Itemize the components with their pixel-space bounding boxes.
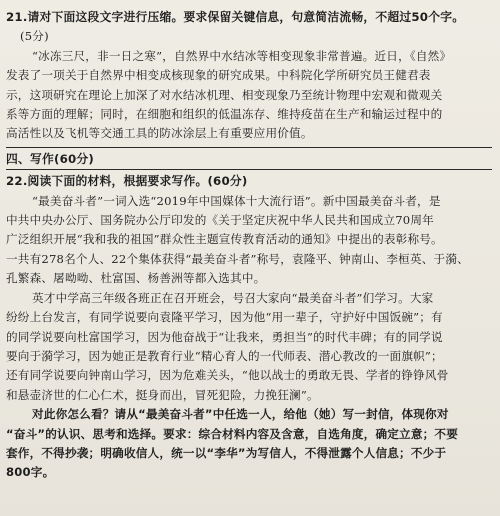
q22-para3-line: “奋斗”的认识、思考和选择。要求：综合材料内容及含意，自选角度，确定立意；不要 (6, 426, 459, 441)
q22-para1-line: 一共有278名个人、22个集体获得“最美奋斗者”称号，袁隆平、钟南山、李桓英、于漪、 (6, 251, 469, 266)
q22-para1-line: 孔繁森、屠呦呦、杜富国、杨善洲等都入选其中。 (6, 271, 266, 286)
section4-title: 四、写作(60分) (6, 151, 94, 166)
q22-title: 22.阅读下面的材料，根据要求写作。(60分) (6, 174, 248, 189)
q22-para2-line: 纷纷上台发言，有同学说要向袁隆平学习，因为他“用一辈子，守护好中国饭碗”；有 (6, 310, 443, 325)
q22-para3-line: 对此你怎么看？请从“最美奋斗者”中任选一人，给他（她）写一封信，体现你对 (32, 407, 449, 422)
q21-passage-line: 发表了一项关于自然界中相变成核现象的研究成果。中科院化学所研究员王健君表 (6, 68, 431, 83)
q21-score: (5分) (20, 29, 49, 44)
q22-para1-line: 广泛组织开展“我和我的祖国”群众性主题宣传教育活动的通知》中提出的表彰称号。 (6, 232, 443, 247)
q22-para1-line: 中共中央办公厅、国务院办公厅印发的《关于坚定庆祝中华人民共和国成立70周年 (6, 213, 434, 228)
section-divider (6, 169, 492, 170)
q22-paragraph-1 (6, 192, 492, 289)
q22-para2-line: 还有同学说要向钟南山学习，因为危难关头，“他以战士的勇敢无畏、学者的铮铮风骨 (6, 368, 449, 383)
q22-para2-line: 英才中学高三年级各班正在召开班会，号召大家向“最美奋斗者”们学习。大家 (32, 290, 434, 305)
section-divider (6, 147, 492, 148)
q22-para3-line: 套作，不得抄袭；明确收信人，统一以“李华”为写信人，不得泄露个人信息；不少于 (6, 445, 447, 460)
q22-para3-line: 800字。 (6, 465, 55, 480)
q21-passage (6, 47, 492, 144)
q22-para1-line: “最美奋斗者”一词入选“2019年中国媒体十大流行语”。新中国最美奋斗者，是 (32, 193, 441, 208)
q21-passage-line: 示，这项研究在理论上加深了对水结冰机理、相变现象乃至统计物理中宏观和微观关 (6, 87, 443, 102)
q22-para2-line: 要向于漪学习，因为她正是教育行业“精心育人的一代师表、潜心教改的一面旗帜”； (6, 348, 443, 363)
q22-paragraph-3 (6, 405, 492, 483)
q22-paragraph-2 (6, 289, 492, 405)
q21-passage-line: 系等方面的理解；同时，在细胞和组织的低温冻存、维持疫苗在生产和输运过程中的 (6, 107, 443, 122)
q21-title: 21.请对下面这段文字进行压缩。要求保留关键信息，句意简洁流畅，不超过50个字。 (6, 10, 465, 24)
q21-passage-line: 高活性以及飞机等交通工具的防冰涂层上有重要应用价值。 (6, 126, 313, 141)
q21-passage-line: “冰冻三尺，非一日之寒”，自然界中水结冰等相变现象非常普遍。近日，《自然》 (32, 48, 452, 63)
q22-para2-line: 和悬壶济世的仁心仁术，挺身而出，冒死犯险，力挽狂澜”。 (6, 387, 319, 402)
q22-para2-line: 的同学说要向杜富国学习，因为他奋战于“让我来，勇担当”的时代丰碑；有的同学说 (6, 329, 443, 344)
